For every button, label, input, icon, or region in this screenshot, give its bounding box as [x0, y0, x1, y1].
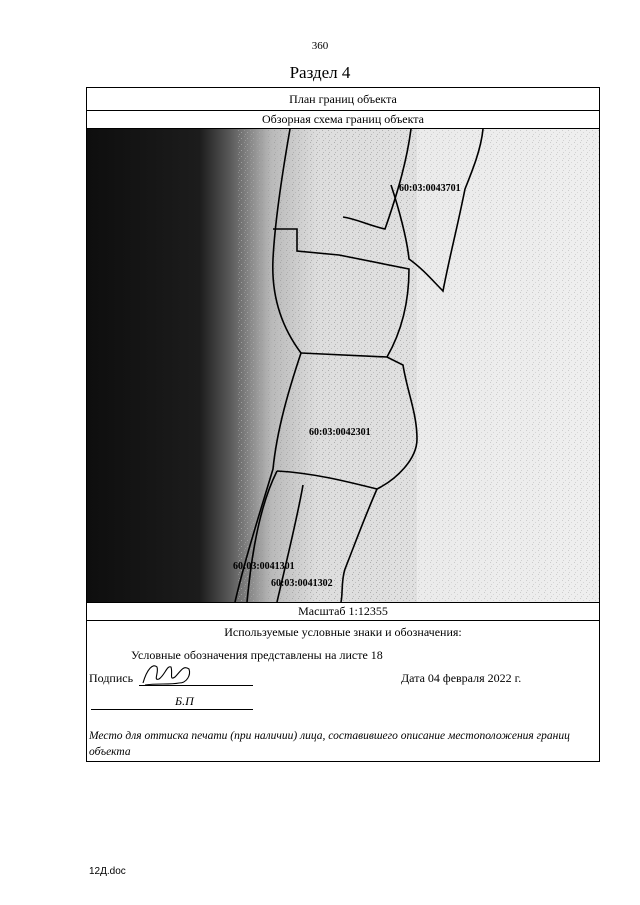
- overview-map: [87, 129, 599, 603]
- signature-name: Б.П: [175, 694, 194, 708]
- map-light-area: [417, 129, 599, 602]
- parcel-label: 60:03:0041302: [271, 578, 333, 589]
- parcel-label: 60:03:0043701: [399, 183, 461, 194]
- legend-note: Условные обозначения представлены на листе 18: [131, 648, 383, 662]
- page-number: 360: [311, 40, 329, 52]
- legend-heading: Используемые условные знаки и обозначения:: [224, 625, 462, 639]
- table-subheader: Обзорная схема границ объекта: [87, 111, 599, 129]
- parcel-label: 60:03:0042301: [309, 427, 371, 438]
- section-title: Раздел 4: [289, 63, 351, 82]
- map-svg: [87, 129, 599, 602]
- date-text: Дата 04 февраля 2022 г.: [401, 671, 522, 685]
- map-scale: Масштаб 1:12355: [87, 602, 599, 621]
- table-header: План границ объекта: [87, 88, 599, 111]
- signature-label: Подпись: [89, 671, 134, 685]
- boundary-plan-table: [86, 87, 600, 762]
- stamp-note: Место для оттиска печати (при наличии) лица, составившего описание местоположения границ объекта: [89, 730, 570, 758]
- signature-line: [139, 685, 253, 686]
- document-filename: 12Д.doc: [89, 866, 126, 877]
- parcel-label: 60:03:0041301: [233, 561, 295, 572]
- signature-name-line: [91, 709, 253, 710]
